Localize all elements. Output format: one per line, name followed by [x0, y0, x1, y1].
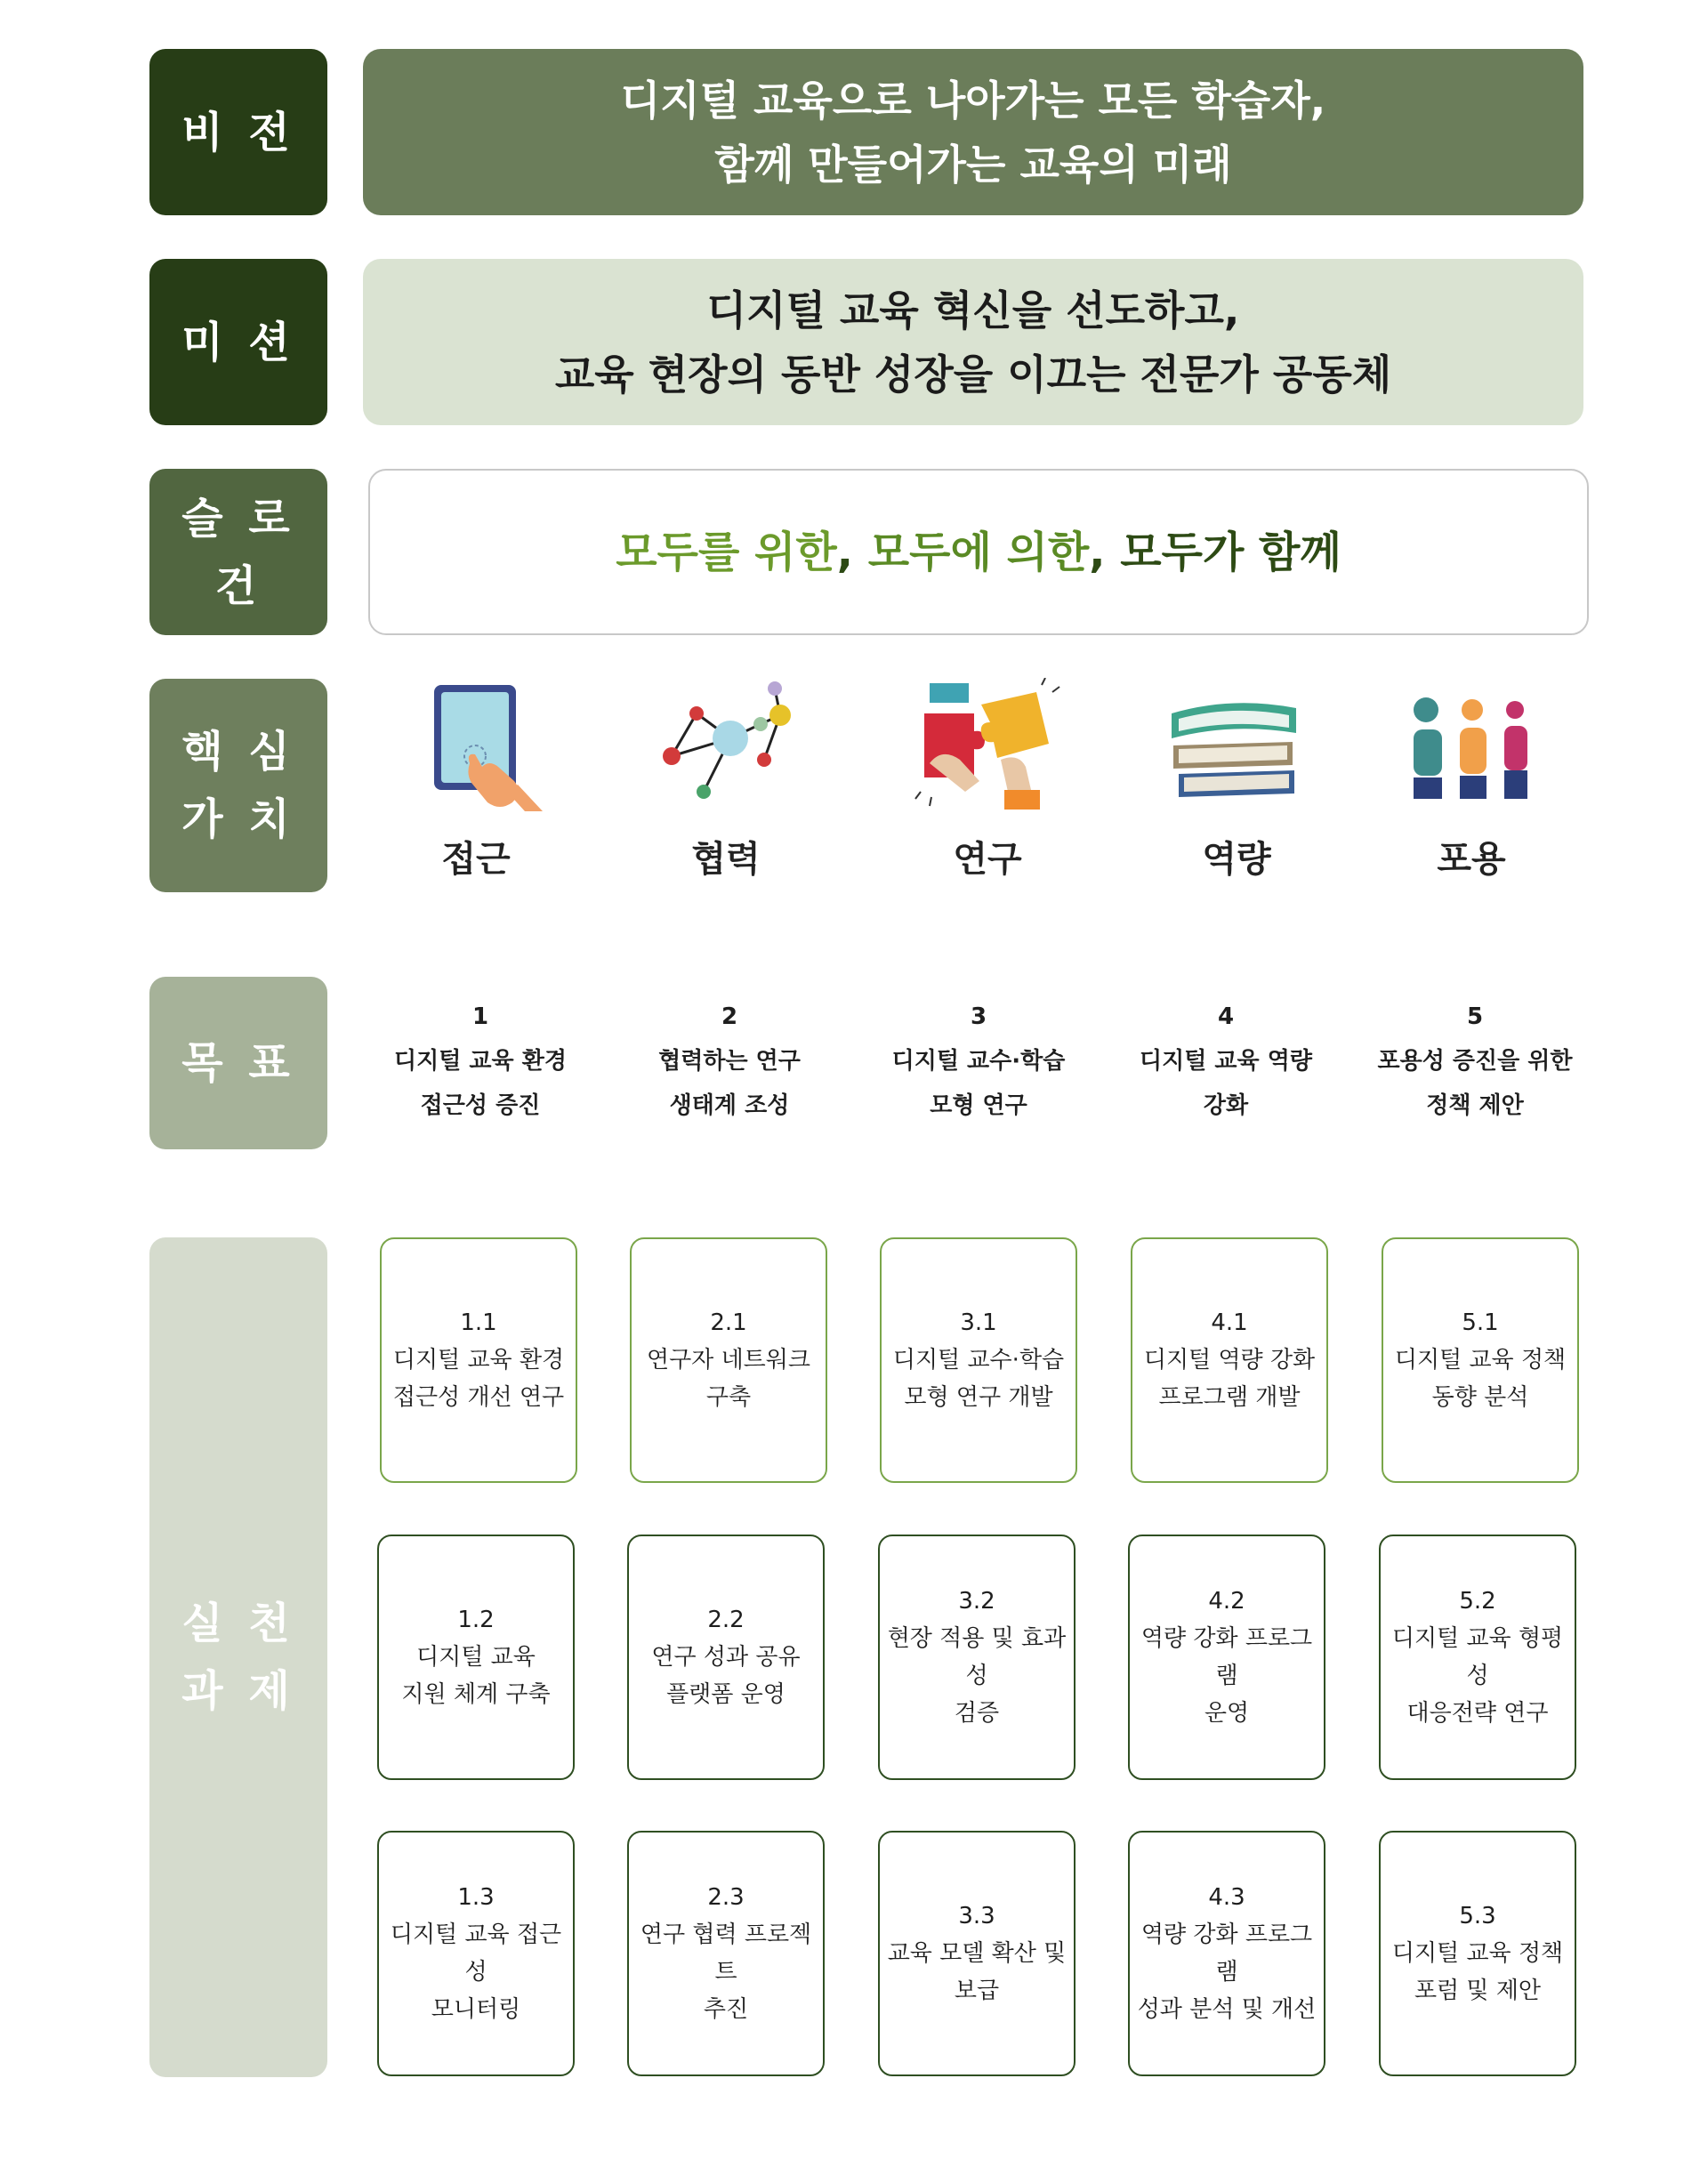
- task-card-1-1: [380, 1237, 577, 1483]
- task-number: 5.2: [1459, 1588, 1496, 1615]
- goal-number: 2: [721, 1003, 738, 1030]
- goal-1: [356, 995, 605, 1128]
- task-number: 2.3: [707, 1884, 745, 1911]
- goals-label: [149, 977, 327, 1149]
- task-text: 현장 적용 및 효과성 검증: [887, 1625, 1067, 1727]
- people-icon: [1396, 678, 1547, 811]
- task-number: 2.2: [707, 1607, 745, 1633]
- vision-label: [149, 49, 327, 215]
- goal-text: 디지털 교수·학습 모형 연구: [891, 1048, 1066, 1119]
- task-card-5-1: [1382, 1237, 1579, 1483]
- task-text: 역량 강화 프로그램 운영: [1140, 1625, 1313, 1727]
- task-card-4-1: [1131, 1237, 1328, 1483]
- goal-4: [1101, 995, 1350, 1128]
- slogan-label: [149, 469, 327, 635]
- core-value-label: 협력: [691, 838, 761, 880]
- task-text: 디지털 역량 강화 프로그램 개발: [1143, 1347, 1316, 1411]
- goal-number: 3: [970, 1003, 987, 1030]
- task-text: 연구 성과 공유 플랫폼 운영: [651, 1644, 801, 1708]
- task-card-4-3: [1128, 1831, 1325, 2076]
- core-value-label: 역량: [1202, 838, 1271, 880]
- core-values-label-text: 핵 심 가 치: [181, 727, 295, 844]
- vision-line-2: 함께 만들어가는 교육의 미래: [714, 140, 1232, 189]
- goal-5: [1350, 995, 1599, 1128]
- tasks-label-text: 실 천 과 제: [181, 1599, 295, 1716]
- task-card-1-3: [377, 1831, 575, 2076]
- goal-number: 5: [1466, 1003, 1484, 1030]
- task-card-2-2: [627, 1535, 825, 1780]
- tablet-touch-icon: [400, 678, 552, 811]
- task-card-3-1: [880, 1237, 1077, 1483]
- slogan-text: [616, 520, 1341, 584]
- core-value-label: 포용: [1437, 838, 1506, 880]
- vision-label-text: 비 전: [181, 107, 295, 157]
- task-card-4-2: [1128, 1535, 1325, 1780]
- goals-label-text: 목 표: [181, 1038, 295, 1088]
- task-number: 4.1: [1211, 1309, 1248, 1336]
- task-text: 연구자 네트워크 구축: [646, 1347, 811, 1411]
- task-number: 4.3: [1208, 1884, 1245, 1911]
- task-number: 5.1: [1462, 1309, 1499, 1336]
- goal-number: 1: [471, 1003, 489, 1030]
- vision-line-1: 디지털 교육으로 나아가는 모든 학습자,: [620, 76, 1326, 125]
- slogan-part-2: 모두에 의한: [867, 527, 1090, 577]
- mission-banner: [363, 259, 1583, 425]
- puzzle-hands-icon: [912, 678, 1063, 811]
- slogan-part-3: 모두가 함께: [1120, 527, 1341, 577]
- task-number: 3.2: [958, 1588, 995, 1615]
- books-stack-icon: [1161, 678, 1312, 811]
- task-text: 디지털 교육 환경 접근성 개선 연구: [392, 1347, 565, 1411]
- goal-2: [605, 995, 854, 1128]
- slogan-sep-2: ,: [1089, 527, 1121, 577]
- mission-line-2: 교육 현장의 동반 성장을 이끄는 전문가 공동체: [554, 350, 1392, 399]
- tasks-label: [149, 1237, 327, 2077]
- slogan-part-1: 모두를 위한: [616, 527, 837, 577]
- goal-text: 디지털 교육 역량 강화: [1140, 1048, 1312, 1119]
- slogan-label-text: 슬 로 건: [181, 493, 295, 611]
- task-number: 3.1: [960, 1309, 997, 1336]
- task-text: 디지털 교육 접근성 모니터링: [390, 1921, 562, 2023]
- task-text: 연구 협력 프로젝트 추진: [640, 1921, 812, 2023]
- slogan-sep-1: ,: [836, 527, 868, 577]
- task-card-3-3: [878, 1831, 1076, 2076]
- task-text: 디지털 교육 지원 체계 구축: [401, 1644, 551, 1708]
- core-value-research: [890, 678, 1085, 882]
- slogan-banner: [368, 469, 1589, 635]
- task-card-5-2: [1379, 1535, 1576, 1780]
- task-number: 2.1: [710, 1309, 747, 1336]
- task-text: 디지털 교육 정책 동향 분석: [1394, 1347, 1567, 1411]
- goal-text: 협력하는 연구 생태계 조성: [658, 1048, 801, 1119]
- task-number: 3.3: [958, 1903, 995, 1929]
- mission-label: [149, 259, 327, 425]
- task-number: 1.1: [460, 1309, 497, 1336]
- task-number: 1.3: [457, 1884, 495, 1911]
- task-card-2-1: [630, 1237, 827, 1483]
- task-text: 교육 모델 확산 및 보급: [887, 1940, 1067, 2004]
- goal-number: 4: [1217, 1003, 1235, 1030]
- task-card-3-2: [878, 1535, 1076, 1780]
- task-text: 디지털 교육 정책 포럼 및 제안: [1391, 1940, 1564, 2004]
- task-text: 디지털 교육 형평성 대응전략 연구: [1391, 1625, 1564, 1727]
- core-value-competency: [1139, 678, 1334, 882]
- goal-text: 디지털 교육 환경 접근성 증진: [394, 1048, 567, 1119]
- core-value-label: 연구: [953, 838, 1022, 880]
- goal-text: 포용성 증진을 위한 정책 제안: [1377, 1048, 1573, 1119]
- vision-banner: [363, 49, 1583, 215]
- goal-3: [854, 995, 1103, 1128]
- task-number: 4.2: [1208, 1588, 1245, 1615]
- mission-line-1: 디지털 교육 혁신을 선도하고,: [706, 286, 1240, 334]
- core-value-inclusion: [1374, 678, 1569, 882]
- task-text: 역량 강화 프로그램 성과 분석 및 개선: [1137, 1921, 1317, 2023]
- core-values-label: [149, 679, 327, 892]
- mission-label-text: 미 션: [181, 317, 295, 367]
- task-number: 5.3: [1459, 1903, 1496, 1929]
- core-value-collaboration: [628, 678, 824, 882]
- task-text: 디지털 교수·학습 모형 연구 개발: [892, 1347, 1065, 1411]
- network-icon: [650, 678, 802, 811]
- task-card-1-2: [377, 1535, 575, 1780]
- core-value-access: [378, 678, 574, 882]
- core-value-label: 접근: [441, 838, 511, 880]
- task-card-5-3: [1379, 1831, 1576, 2076]
- task-number: 1.2: [457, 1607, 495, 1633]
- task-card-2-3: [627, 1831, 825, 2076]
